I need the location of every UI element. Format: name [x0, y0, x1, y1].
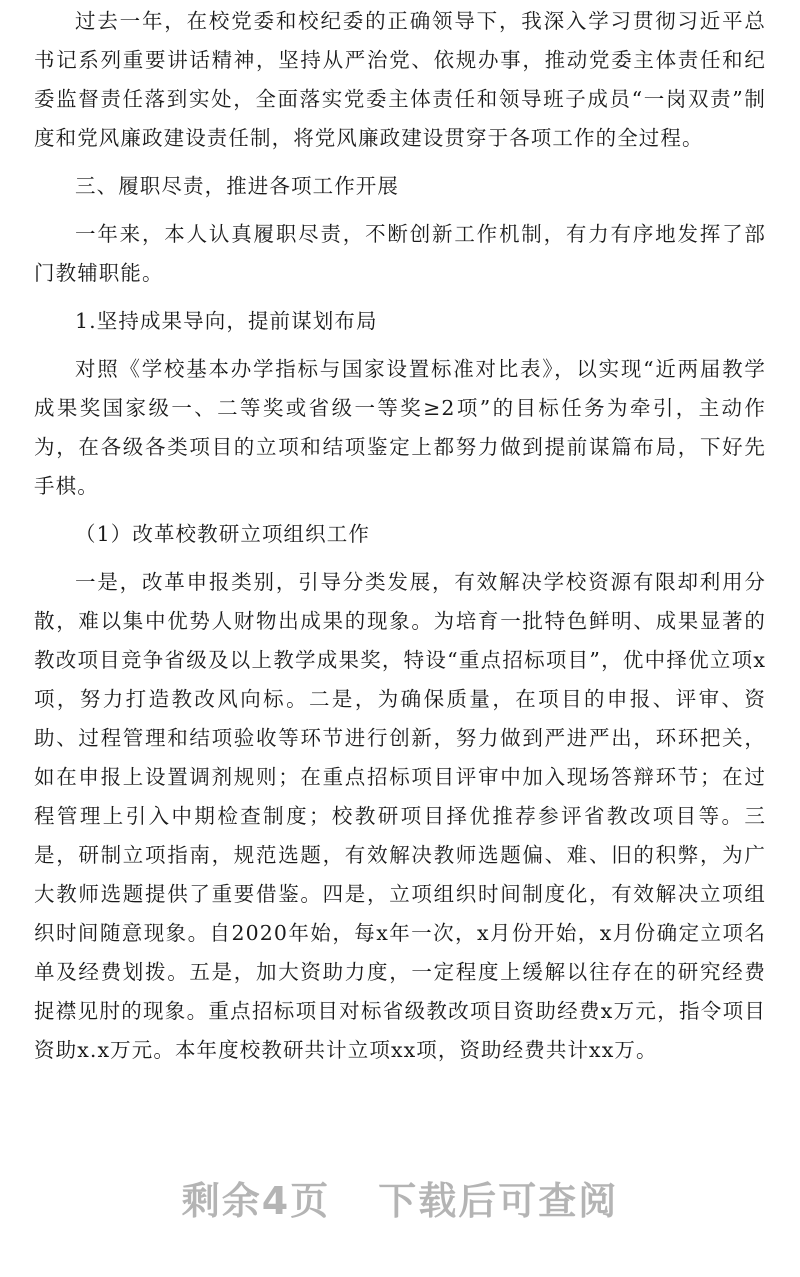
- paragraph-party-leadership: 过去一年，在校党委和校纪委的正确领导下，我深入学习贯彻习近平总书记系列重要讲话精神，坚持从严治党、依规办事，推动党委主体责任和纪委监督责任落到实处，全面落实党委主体责任和领导班子成员“一岗双责”制度和党风廉政建设责任制，将党风廉政建设贯穿于各项工作的全过程。: [34, 9, 766, 150]
- subheading-research-reform: （1）改革校教研立项组织工作: [75, 522, 370, 546]
- remaining-pages-label: 剩余4页: [181, 1179, 331, 1223]
- paragraph-reform-details: 一是，改革申报类别，引导分类发展，有效解决学校资源有限却利用分散，难以集中优势人财物出成果的现象。为培育一批特色鲜明、成果显著的教改项目竞争省级及以上教学成果奖，特设“重点招标项目”，优中择优立项x项，努力打造教改风向标。二是，为确保质量，在项目的申报、评审、资助、过程管理和结项验收等环节进行创新，努力做到严进严出，环环把关，如在申报上设置调剂规则；在重点招标项目评审中加入现场答辩环节；在过程管理上引入中期检查制度；校教研项目择优推荐参评省教改项目等。三是，研制立项指南，规范选题，有效解决教师选题偏、难、旧的积弊，为广大教师选题提供了重要借鉴。四是，立项组织时间制度化，有效解决立项组织时间随意现象。自2020年始，每x年一次，x月份开始，x月份确定立项名单及经费划拨。五是，加大资助力度，一定程度上缓解以往存在的研究经费捉襟见肘的现象。重点招标项目对标省级教改项目资助经费x万元，指令项目资助x.x万元。本年度校教研共计立项xx项，资助经费共计xx万。: [34, 570, 766, 1062]
- paragraph-planning: 对照《学校基本办学指标与国家设置标准对比表》，以实现“近两届教学成果奖国家级一、二等奖或省级一等奖≥2项”的目标任务为牵引，主动作为，在各级各类项目的立项和结项鉴定上都努力做到提前谋篇布局，下好先手棋。: [34, 357, 766, 498]
- section-heading-duties: 三、履职尽责，推进各项工作开展: [75, 174, 399, 198]
- remaining-pages-watermark: [0, 1170, 800, 1225]
- subheading-results-oriented: 1.坚持成果导向，提前谋划布局: [75, 309, 378, 333]
- document-page: [34, 0, 766, 1070]
- paragraph-year-summary: 一年来，本人认真履职尽责，不断创新工作机制，有力有序地发挥了部门教辅职能。: [34, 222, 766, 285]
- download-prompt-label: 下载后可查阅: [378, 1179, 619, 1223]
